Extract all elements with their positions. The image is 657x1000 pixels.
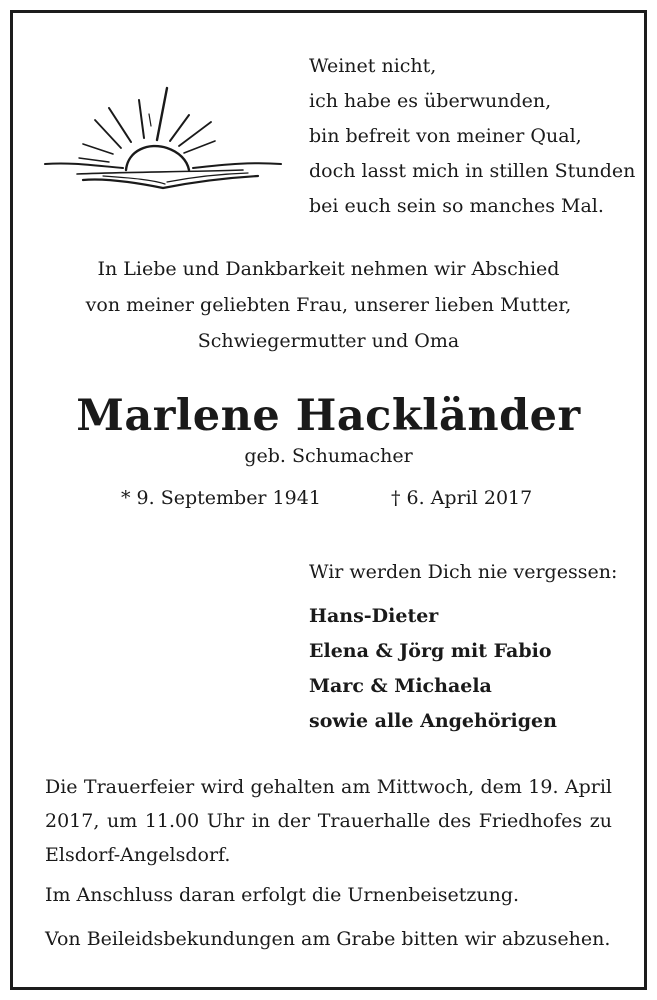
intro-line: von meiner geliebten Frau, unserer lieben Mutter,: [85, 294, 572, 316]
intro-line: Schwiegermutter und Oma: [197, 330, 460, 352]
birth-date: * 9. September 1941: [121, 487, 321, 509]
mourner-name: Marc & Michaela: [309, 675, 492, 697]
urn-burial-notice: Im Anschluss daran erfolgt die Urnenbeisetzung.: [45, 884, 520, 906]
maiden-name: geb. Schumacher: [244, 445, 413, 467]
mourner-name: Elena & Jörg mit Fabio: [309, 640, 552, 662]
poem-line: bei euch sein so manches Mal.: [309, 195, 604, 217]
farewell-intro: [13, 251, 644, 359]
mourners-list: [309, 599, 557, 739]
mourner-name: sowie alle Angehörigen: [309, 710, 557, 732]
deceased-name: Marlene Hackländer: [76, 391, 581, 441]
death-date: † 6. April 2017: [391, 487, 533, 509]
intro-line: In Liebe und Dankbarkeit nehmen wir Abschied: [97, 258, 560, 280]
funeral-notice: Die Trauerfeier wird gehalten am Mittwoch, dem 19. April 2017, um 11.00 Uhr in der Trauerhalle des Friedhofes zu Elsdorf-Angelsdorf.: [45, 776, 612, 866]
obituary-frame: [10, 10, 647, 990]
mourner-name: Hans-Dieter: [309, 605, 439, 627]
poem-line: Weinet nicht,: [309, 55, 437, 77]
poem: [309, 49, 635, 224]
poem-line: bin befreit von meiner Qual,: [309, 125, 582, 147]
poem-line: doch lasst mich in stillen Stunden: [309, 160, 636, 182]
setting-sun-icon: [43, 78, 283, 193]
condolence-notice: Von Beileidsbekundungen am Grabe bitten wir abzusehen.: [45, 928, 611, 950]
poem-line: ich habe es überwunden,: [309, 90, 552, 112]
mourners-heading: Wir werden Dich nie vergessen:: [309, 561, 618, 583]
